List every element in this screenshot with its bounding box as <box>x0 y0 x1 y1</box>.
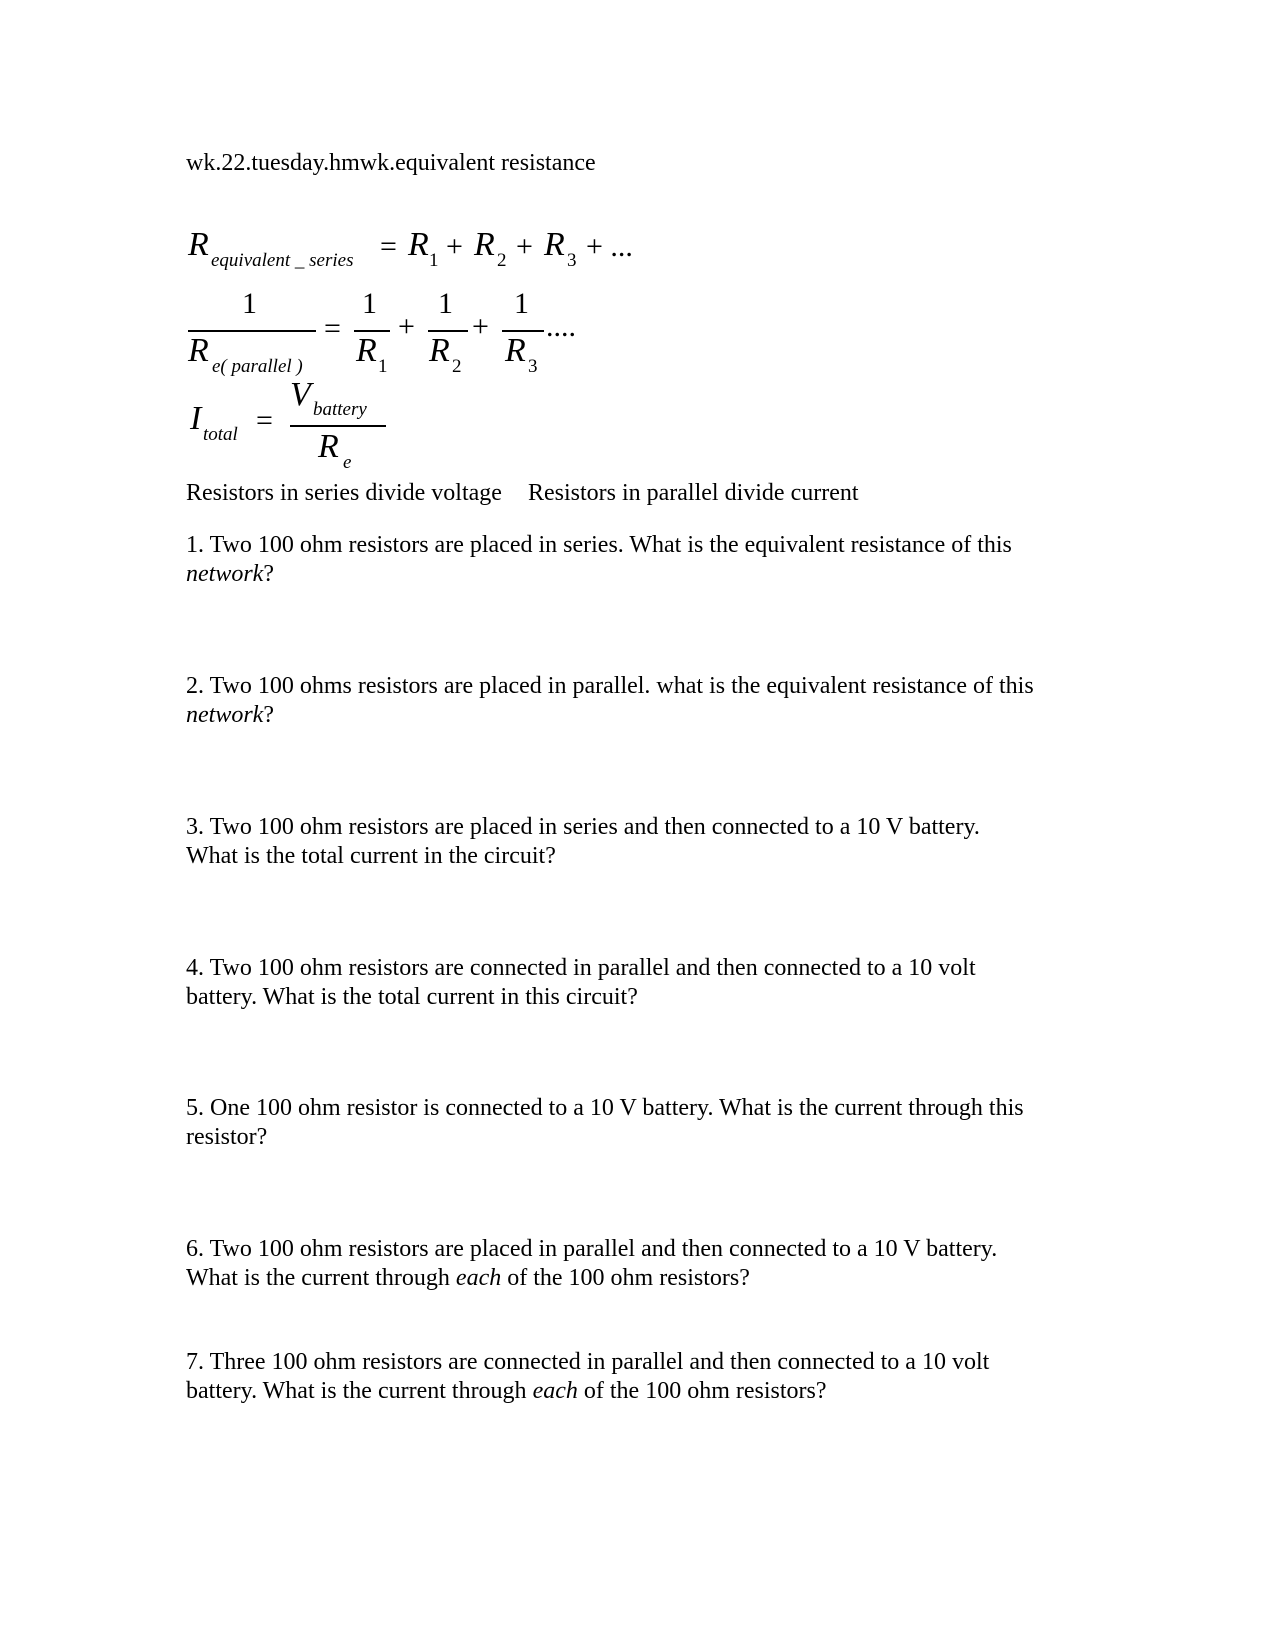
parallel-term1-sub: 1 <box>378 356 388 377</box>
question-1 <box>186 531 1086 589</box>
question-7-line-1: 7. Three 100 ohm resistors are connected in parallel and then connected to a 10 volt <box>186 1349 990 1375</box>
rules-line <box>186 478 859 508</box>
current-den-subscript: e <box>343 452 352 473</box>
question-3 <box>186 813 1086 871</box>
parallel-term2-sym: R <box>429 332 450 369</box>
question-6-pre: What is the current through <box>186 1265 456 1291</box>
question-7 <box>186 1348 1086 1406</box>
question-2-line-2 <box>186 701 1086 730</box>
parallel-equals: = <box>324 312 341 345</box>
question-7-line-2 <box>186 1377 1086 1406</box>
series-plus-2: + <box>516 230 533 263</box>
series-lhs-subscript: equivalent _ series <box>211 250 354 271</box>
parallel-plus-1: + <box>398 310 415 343</box>
parallel-term2-sub: 2 <box>452 356 462 377</box>
question-1-line-2 <box>186 560 1086 589</box>
series-ellipsis: + ... <box>586 230 633 263</box>
question-5-line-2: resistor? <box>186 1124 268 1150</box>
question-6 <box>186 1235 1086 1293</box>
parallel-lhs-den-symbol: R <box>188 332 209 369</box>
parallel-lhs-den-subscript: e( parallel ) <box>212 356 303 377</box>
parallel-term1-sym: R <box>356 332 377 369</box>
series-r2-symbol: R <box>474 226 495 263</box>
current-fraction-bar <box>290 425 386 427</box>
parallel-term2-num: 1 <box>438 287 453 320</box>
series-r2-subscript: 2 <box>497 250 507 271</box>
current-den-symbol: R <box>318 428 339 465</box>
series-r3-symbol: R <box>544 226 565 263</box>
parallel-term3-sym: R <box>505 332 526 369</box>
question-6-post: of the 100 ohm resistors? <box>501 1265 750 1291</box>
page-title: wk.22.tuesday.hmwk.equivalent resistance <box>186 150 596 176</box>
parallel-term1-num: 1 <box>362 287 377 320</box>
parallel-rule: Resistors in parallel divide current <box>527 480 859 506</box>
question-2-line-1: 2. Two 100 ohms resistors are placed in parallel. what is the equivalent resistance of this <box>186 673 1034 699</box>
series-lhs-symbol: R <box>188 226 209 263</box>
current-equals: = <box>256 404 273 437</box>
question-6-line-1: 6. Two 100 ohm resistors are placed in parallel and then connected to a 10 V battery. <box>186 1236 998 1262</box>
question-4-line-1: 4. Two 100 ohm resistors are connected in parallel and then connected to a 10 volt <box>186 955 976 981</box>
question-6-italic: each <box>455 1265 502 1291</box>
parallel-plus-2: + <box>472 310 489 343</box>
series-r1-subscript: 1 <box>429 250 439 271</box>
question-1-italic: network <box>186 561 264 587</box>
question-3-line-2: What is the total current in the circuit? <box>186 843 556 869</box>
question-7-pre: battery. What is the current through <box>186 1378 533 1404</box>
series-plus-1: + <box>446 230 463 263</box>
question-4 <box>186 954 1086 1012</box>
question-5-line-1: 5. One 100 ohm resistor is connected to a 10 V battery. What is the current through this <box>186 1095 1024 1121</box>
parallel-term3-num: 1 <box>514 287 529 320</box>
current-num-subscript: battery <box>313 399 367 420</box>
question-7-italic: each <box>532 1378 578 1404</box>
question-6-line-2 <box>186 1264 1086 1293</box>
question-1-end: ? <box>263 561 274 587</box>
question-5 <box>186 1094 1086 1152</box>
question-2 <box>186 672 1086 730</box>
current-lhs-subscript: total <box>203 424 238 445</box>
parallel-ellipsis: .... <box>546 310 576 343</box>
question-3-line-1: 3. Two 100 ohm resistors are placed in series and then connected to a 10 V battery. <box>186 814 980 840</box>
question-2-italic: network <box>186 702 264 728</box>
question-7-post: of the 100 ohm resistors? <box>577 1378 827 1404</box>
current-lhs-symbol: I <box>190 400 202 437</box>
question-1-line-1: 1. Two 100 ohm resistors are placed in series. What is the equivalent resistance of this <box>186 532 1012 558</box>
parallel-term3-sub: 3 <box>528 356 538 377</box>
parallel-lhs-numerator: 1 <box>242 287 257 320</box>
question-4-line-2: battery. What is the total current in this circuit? <box>186 984 638 1010</box>
series-rule: Resistors in series divide voltage <box>186 480 502 506</box>
series-r1-symbol: R <box>408 226 429 263</box>
question-2-end: ? <box>263 702 274 728</box>
current-num-symbol: V <box>290 376 311 413</box>
series-equals: = <box>380 230 397 263</box>
series-r3-subscript: 3 <box>567 250 577 271</box>
